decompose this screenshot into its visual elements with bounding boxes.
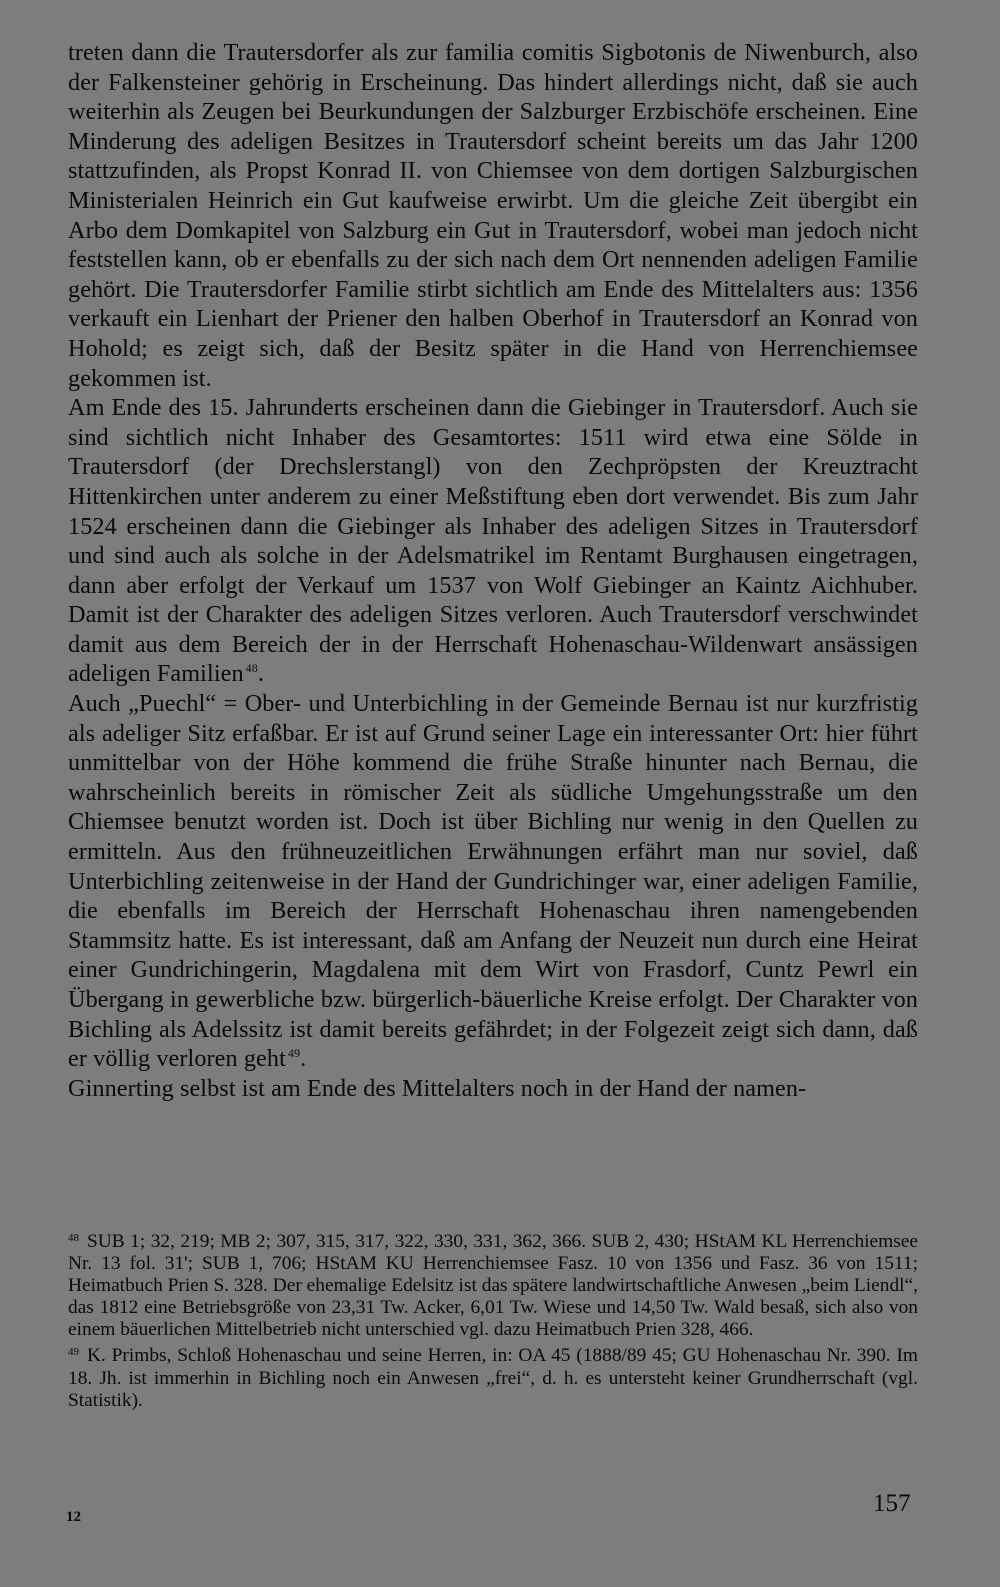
- paragraph-3: Auch „Puechl“ = Ober- und Unterbichling in der Gemeinde Bernau ist nur kurzfristig als adeliger Sitz erfaßbar. Er ist auf Grund seiner Lage ein interessanter Ort: hier führt unmittelbar von der Höhe kommend die frühe Straße hinunter nach Bernau, die wahrscheinlich bereits in römischer Zeit als südliche Umgehungsstraße um den Chiemsee benutzt worden ist. Doch ist über Bichling nur wenig in den Quellen zu ermitteln. Aus den frühneuzeitlichen Erwähnungen erfährt man nur soviel, daß Unterbichling zeitenweise in der Hand der Gundrichinger war, einer adeligen Familie, die ebenfalls im Bereich der Herrschaft Hohenaschau ihren namengebenden Stammsitz hatte. Es ist interessant, daß am Anfang der Neuzeit nun durch eine Heirat einer Gundrichingerin, Magdalena mit dem Wirt von Frasdorf, Cuntz Pewrl ein Übergang in gewerbliche bzw. bürgerlich-bäuerliche Kreise erfolgt. Der Charakter von Bichling als Adelssitz ist damit bereits gefährdet; in der Folgezeit zeigt sich dann, daß er völlig verloren geht $^{49}$.: [68, 690, 918, 1073]
- paragraph-2: Am Ende des 15. Jahrunderts erscheinen dann die Giebinger in Trautersdorf. Auch sie sind sichtlich nicht Inhaber des Gesamtortes: 1511 wird etwa eine Sölde in Trautersdorf (der Drechslerstangl) von den Zechpröpsten der Kreuztracht Hittenkirchen unter anderem zu einer Meßstiftung eben dort verwendet. Bis zum Jahr 1524 erscheinen dann die Giebinger als Inhaber des adeligen Sitzes in Trautersdorf und sind auch als solche in der Adelsmatrikel im Rentamt Burghausen eingetragen, dann aber erfolgt der Verkauf um 1537 von Wolf Giebinger an Kaintz Aichhuber. Damit ist der Charakter des adeligen Sitzes verloren. Auch Trautersdorf verschwindet damit aus dem Bereich der in der Herrschaft Hohenaschau-Wildenwart ansässigen adeligen Familien $^{48}$.: [68, 394, 918, 688]
- body-text: [68, 38, 918, 1103]
- paragraph-2-text: Am Ende des 15. Jahrunderts erscheinen dann die Giebinger in Trautersdorf. Auch sie sind sichtlich nicht Inhaber des Gesamtortes: 1511 wird etwa eine Sölde in Trautersdorf (der Drechslerstangl) von den Zechpröpsten der Kreuztracht Hittenkirchen unter anderem zu einer Meßstiftung eben dort verwendet. Bis zum Jahr 1524 erscheinen dann die Giebinger als Inhaber des adeligen Sitzes in Trautersdorf und sind auch als solche in der Adelsmatrikel im Rentamt Burghausen eingetragen, dann aber erfolgt der Verkauf um 1537 von Wolf Giebinger an Kaintz Aichhuber. Damit ist der Charakter des adeligen Sitzes verloren. Auch Trautersdorf verschwindet damit aus dem Bereich der in der Herrschaft Hohenaschau-Wildenwart ansässigen adeligen Familien: [68, 394, 918, 688]
- paragraph-3-text: Auch „Puechl“ = Ober- und Unterbichling in der Gemeinde Bernau ist nur kurzfristig als adeliger Sitz erfaßbar. Er ist auf Grund seiner Lage ein interessanter Ort: hier führt unmittelbar von der Höhe kommend die frühe Straße hinunter nach Bernau, die wahrscheinlich bereits in römischer Zeit als südliche Umgehungsstraße um den Chiemsee benutzt worden ist. Doch ist über Bichling nur wenig in den Quellen zu ermitteln. Aus den frühneuzeitlichen Erwähnungen erfährt man nur soviel, daß Unterbichling zeitenweise in der Hand der Gundrichinger war, einer adeligen Familie, die ebenfalls im Bereich der Herrschaft Hohenaschau ihren namengebenden Stammsitz hatte. Es ist interessant, daß am Anfang der Neuzeit nun durch eine Heirat einer Gundrichingerin, Magdalena mit dem Wirt von Frasdorf, Cuntz Pewrl ein Übergang in gewerbliche bzw. bürgerlich-bäuerliche Kreise erfolgt. Der Charakter von Bichling als Adelssitz ist damit bereits gefährdet; in der Folgezeit zeigt sich dann, daß er völlig verloren geht: [68, 690, 918, 1073]
- page-number: 157: [873, 1490, 911, 1517]
- paragraph-1: treten dann die Trautersdorfer als zur familia comitis Sigbotonis de Niwenburch, also der Falkensteiner gehörig in Erscheinung. Das hindert allerdings nicht, daß sie auch weiterhin als Zeugen bei Beurkundungen der Salzburger Erzbischöfe erscheinen. Eine Minderung des adeligen Besitzes in Trautersdorf scheint bereits um das Jahr 1200 stattzufinden, als Propst Konrad II. von Chiemsee von dem dortigen Salzburgischen Ministerialen Heinrich ein Gut kaufweise erwirbt. Um die gleiche Zeit übergibt ein Arbo dem Domkapitel von Salzburg ein Gut in Trautersdorf, wobei man jedoch nicht feststellen kann, ob er ebenfalls zu der sich nach dem Ort nennenden adeligen Familie gehört. Die Trautersdorfer Familie stirbt sichtlich am Ende des Mittelalters aus: 1356 verkauft ein Lienhart der Priener den halben Oberhof in Trautersdorf an Konrad von Hohold; es zeigt sich, daß der Besitz später in die Hand von Herrenchiemsee gekommen ist.: [68, 39, 918, 392]
- footnote-number: 49: [68, 1346, 79, 1359]
- footnote-ref-49: 49: [287, 1046, 301, 1061]
- footnote-49: [68, 1341, 918, 1411]
- footnote-number: 48: [68, 1232, 79, 1244]
- footnote-48: [68, 1227, 918, 1341]
- signature-mark: 12: [66, 1509, 81, 1525]
- paragraph-4: Ginnerting selbst ist am Ende des Mittelalters noch in der Hand der namen-: [68, 1074, 807, 1102]
- footnote-text: K. Primbs, Schloß Hohenaschau und seine Herren, in: OA 45 (1888/89 45; GU Hohenaschau Nr. 390. Im 18. Jh. ist immerhin in Bichling noch ein Anwesen „frei“, d. h. es untersteht keiner Grundherrschaft (vgl. Statistik).: [68, 1345, 918, 1411]
- footnote-text: SUB 1; 32, 219; MB 2; 307, 315, 317, 322, 330, 331, 362, 366. SUB 2, 430; HStAM KL Herrenchiemsee Nr. 13 fol. 31'; SUB 1, 706; HStAM KU Herrenchiemsee Fasz. 10 von 1356 und Fasz. 36 von 1511; Heimatbuch Prien S. 328. Der ehemalige Edelsitz ist das spätere landwirtschaftliche Anwesen „beim Liendl“, das 1812 eine Betriebsgröße von 23,31 Tw. Acker, 6,01 Tw. Wiese und 14,50 Tw. Wald besaß, sich also von einem bäuerlichen Mittelbetrieb nicht unterschied vgl. dazu Heimatbuch Prien 328, 466.: [68, 1231, 918, 1341]
- footnotes: [68, 1227, 918, 1412]
- footnote-ref-48: 48: [245, 661, 258, 676]
